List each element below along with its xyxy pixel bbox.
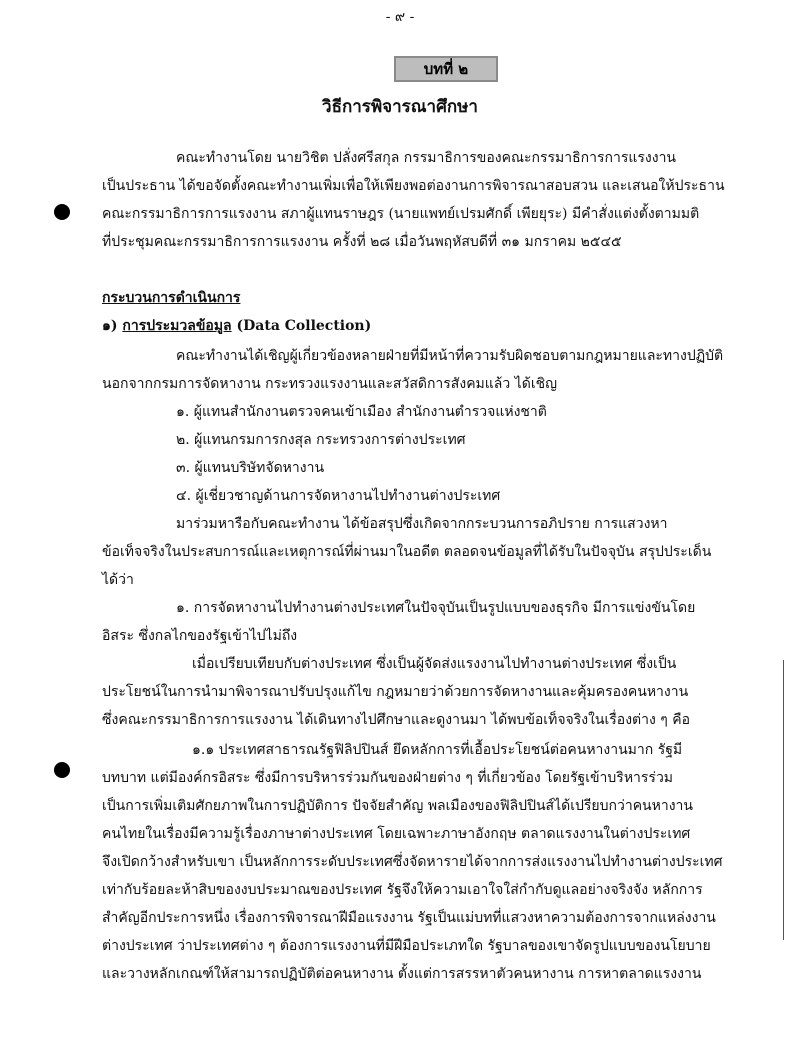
- binder-hole-mark: [54, 762, 70, 778]
- point-line: บทบาท แต่มีองค์กรอิสระ ซึ่งมีการบริหารร่วมกันของฝ่ายต่าง ๆ ที่เกี่ยวข้อง โดยรัฐเข้าบริหารร่วม: [102, 770, 674, 786]
- point-line: ต่างประเทศ ว่าประเทศต่าง ๆ ต้องการแรงงานที่มีฝีมือประเภทใด รัฐบาลของเขาจัดรูปแบบของนโยบาย: [102, 938, 711, 954]
- point-line: เท่ากับร้อยละห้าสิบของงบประมาณของประเทศ รัฐจึงให้ความเอาใจใส่กำกับดูแลอย่างจริงจัง หลักการ: [102, 882, 703, 898]
- paragraph-line: ซึ่งคณะกรรมาธิการการแรงงาน ได้เดินทางไปศึกษาและดูงานมา ได้พบข้อเท็จจริงในเรื่องต่าง ๆ คือ: [102, 712, 691, 728]
- point-line: ๑. การจัดหางานไปทำงานต่างประเทศในปัจจุบันเป็นรูปแบบของธุรกิจ มีการแข่งขันโดย: [176, 600, 696, 616]
- page-number: - ๙ -: [385, 9, 415, 25]
- intro-line: เป็นประธาน ได้ขอจัดตั้งคณะทำงานเพิ่มเพื่อให้เพียงพอต่องานการพิจารณาสอบสวน และเสนอให้ประธาน: [102, 178, 725, 194]
- subsection-name: การประมวลข้อมูล: [122, 318, 232, 334]
- paragraph-line: คณะทำงานได้เชิญผู้เกี่ยวข้องหลายฝ่ายที่มีหน้าที่ความรับผิดชอบตามกฎหมายและทางปฏิบัติ: [176, 348, 724, 364]
- point-line: อิสระ ซึ่งกลไกของรัฐเข้าไปไม่ถึง: [102, 628, 298, 644]
- section-heading: กระบวนการดำเนินการ: [102, 290, 241, 306]
- intro-line: คณะกรรมาธิการการแรงงาน สภาผู้แทนราษฎร (นายแพทย์เปรมศักดิ์ เพียยุระ) มีคำสั่งแต่งตั้งตามมติ: [102, 206, 700, 222]
- chapter-label: บทที่ ๒: [394, 56, 498, 82]
- invitee-item: ๒. ผู้แทนกรมการกงสุล กระทรวงการต่างประเทศ: [176, 432, 466, 448]
- subsection-number: ๑): [102, 318, 118, 334]
- binder-hole-mark: [54, 204, 70, 220]
- intro-line: คณะทำงานโดย นายวิชิต ปลั่งศรีสกุล กรรมาธิการของคณะกรรมาธิการการแรงงาน: [176, 150, 677, 166]
- paragraph-line: ได้ว่า: [102, 572, 134, 588]
- paragraph-line: ประโยชน์ในการนำมาพิจารณาปรับปรุงแก้ไข กฎหมายว่าด้วยการจัดหางานและคุ้มครองคนหางาน: [102, 684, 689, 700]
- point-line: ๑.๑ ประเทศสาธารณรัฐฟิลิปปินส์ ยึดหลักการที่เอื้อประโยชน์ต่อคนหางานมาก รัฐมี: [192, 742, 683, 758]
- point-line: เป็นการเพิ่มเติมศักยภาพในการปฏิบัติการ ปัจจัยสำคัญ พลเมืองของฟิลิปปินส์ได้เปรียบกว่าคนหางาน: [102, 798, 693, 814]
- invitee-item: ๓. ผู้แทนบริษัทจัดหางาน: [176, 460, 325, 476]
- intro-line: ที่ประชุมคณะกรรมาธิการการแรงงาน ครั้งที่ ๒๘ เมื่อวันพฤหัสบดีที่ ๓๑ มกราคม ๒๕๔๕: [102, 234, 622, 250]
- point-line: และวางหลักเกณฑ์ให้สามารถปฏิบัติต่อคนหางาน ตั้งแต่การสรรหาตัวคนหางาน การหาตลาดแรงงาน: [102, 966, 702, 982]
- point-line: สำคัญอีกประการหนึ่ง เรื่องการพิจารณาฝีมือแรงงาน รัฐเป็นแม่บทที่แสวงหาความต้องการจากแหล่งงาน: [102, 910, 716, 926]
- invitee-item: ๔. ผู้เชี่ยวชาญด้านการจัดหางานไปทำงานต่างประเทศ: [176, 488, 501, 504]
- paragraph-line: เมื่อเปรียบเทียบกับต่างประเทศ ซึ่งเป็นผู้จัดส่งแรงงานไปทำงานต่างประเทศ ซึ่งเป็น: [192, 656, 677, 672]
- point-line: จึงเปิดกว้างสำหรับเขา เป็นหลักการระดับประเทศซึ่งจัดหารายได้จากการส่งแรงงานไปทำงานต่างประเทศ: [102, 854, 723, 870]
- paragraph-line: นอกจากกรมการจัดหางาน กระทรวงแรงงานและสวัสดิการสังคมแล้ว ได้เชิญ: [102, 376, 558, 392]
- subsection-english: (Data Collection): [236, 318, 372, 334]
- invitee-item: ๑. ผู้แทนสำนักงานตรวจคนเข้าเมือง สำนักงานตำรวจแห่งชาติ: [176, 404, 547, 420]
- document-title: วิธีการพิจารณาศึกษา: [322, 97, 478, 117]
- paragraph-line: มาร่วมหารือกับคณะทำงาน ได้ข้อสรุปซึ่งเกิดจากกระบวนการอภิปราย การแสวงหา: [176, 516, 668, 532]
- subsection-heading: [102, 316, 371, 336]
- scan-edge-line: [783, 660, 784, 940]
- point-line: คนไทยในเรื่องมีความรู้เรื่องภาษาต่างประเทศ โดยเฉพาะภาษาอังกฤษ ตลาดแรงงานในต่างประเทศ: [102, 826, 691, 842]
- paragraph-line: ข้อเท็จจริงในประสบการณ์และเหตุการณ์ที่ผ่านมาในอดีต ตลอดจนข้อมูลที่ได้รับในปัจจุบัน สรุปประเด็น: [102, 544, 712, 560]
